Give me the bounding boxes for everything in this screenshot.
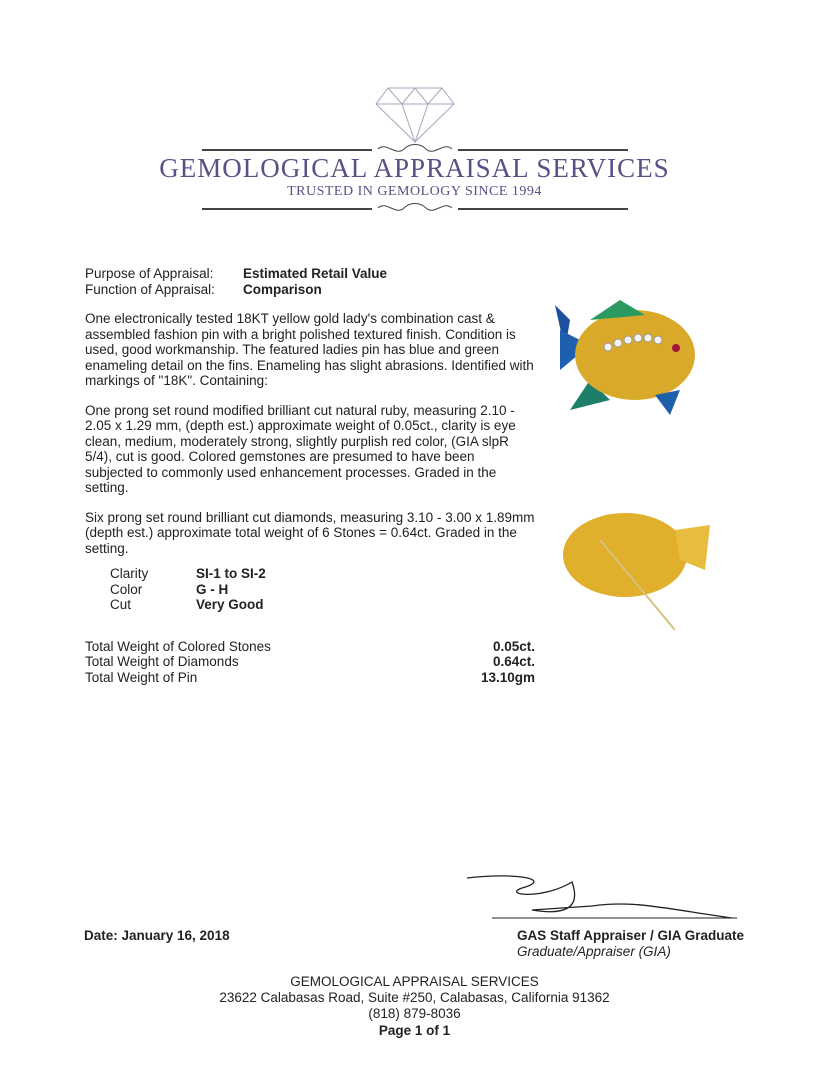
flourish-icon [376,200,454,216]
grade-label: Clarity [110,566,149,581]
item-description: One electronically tested 18KT yellow gold lady's combination cast & assembled fashion pin with a bright polished textured finish. Condition is used, good workmanship. The featured ladies pin has blue and green enameling detail on the fins. Enameling has slight abrasions. Identified with markings of "18K". Containing: [85,311,534,388]
diamond-description: Six prong set round brilliant cut diamonds, measuring 3.10 - 3.00 x 1.89mm (depth est.) approximate total weight of 6 Stones = 0.64ct. Graded in the setting. [85,509,535,556]
grade-value: SI-1 to SI-2 [196,566,266,581]
total-label: Total Weight of Pin [85,669,198,685]
total-row [85,639,535,655]
divider [458,149,628,151]
fish-pin-back-photo [555,500,715,630]
ruby-description: One prong set round modified brilliant cut natural ruby, measuring 2.10 - 2.05 x 1.29 mm, (depth est.) approximate weight of 0.05ct., clarity is eye clean, medium, moderately strong, slightly purplish red color, (GIA slpR 5/4), cut is good. Colored gemstones are presumed to have been subjected to commonly used enhancement processes. Graded in the setting. [85,402,516,495]
grade-label: Color [110,581,143,597]
fish-pin-front-photo [550,290,700,420]
appraisal-body [85,266,535,685]
divider [458,208,628,210]
function-row [85,282,535,298]
purpose-row [85,266,535,282]
signer-title: GAS Staff Appraiser / GIA Graduate [517,928,745,943]
total-row [85,670,535,686]
footer-company: GEMOLOGICAL APPRAISAL SERVICES [290,974,539,989]
function-label: Function of Appraisal: [85,281,215,297]
divider [202,208,372,210]
footer-phone: (818) 879-8036 [368,1006,461,1021]
grade-label: Cut [110,597,132,612]
grades-list [85,566,535,613]
signature [462,870,742,920]
total-label: Total Weight of Diamonds [85,654,239,669]
diamond-logo-icon [374,86,456,144]
grade-value: Very Good [196,597,264,612]
footer-address: 23622 Calabasas Road, Suite #250, Calabasas, California 91362 [219,990,610,1005]
grade-value: G - H [196,581,229,597]
purpose-value: Estimated Retail Value [243,266,388,281]
total-value: 0.64ct. [492,654,535,669]
appraisal-date: Date: January 16, 2018 [84,928,230,943]
page-number: Page 1 of 1 [378,1023,451,1038]
function-value: Comparison [243,281,322,297]
purpose-label: Purpose of Appraisal: [85,266,214,281]
company-tagline: TRUSTED IN GEMOLOGY SINCE 1994 [287,184,542,199]
company-logo-title: GEMOLOGICAL APPRAISAL SERVICES [159,153,670,183]
grade-row [110,582,535,598]
total-label: Total Weight of Colored Stones [85,638,271,654]
divider [202,149,372,151]
total-row [85,654,535,670]
signer-subtitle: Graduate/Appraiser (GIA) [517,944,671,959]
totals-list [85,639,535,686]
total-value: 0.05ct. [492,638,535,654]
total-value: 13.10gm [480,669,535,685]
grade-row [110,597,535,613]
grade-row [110,566,535,582]
